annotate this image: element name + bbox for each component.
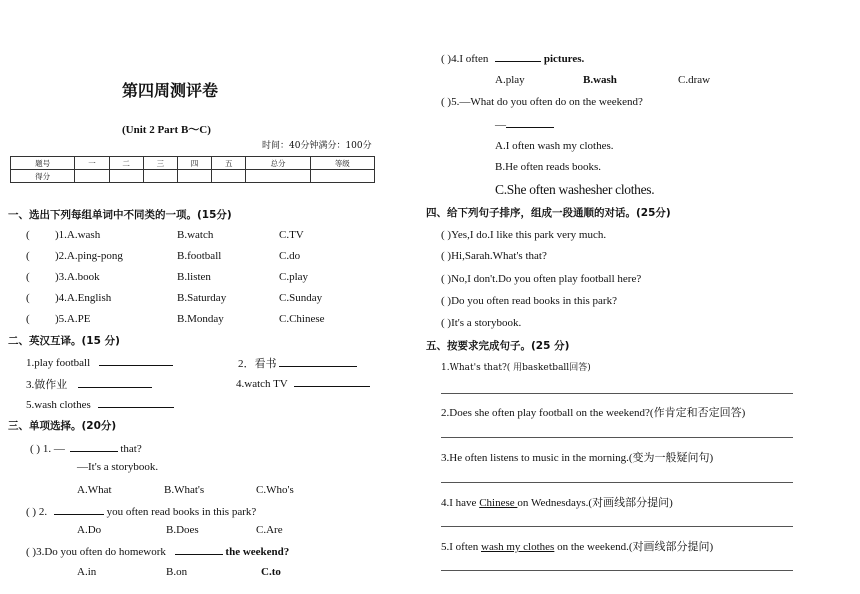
score-header-cell: 三 (143, 157, 177, 170)
sec3-q4-option-c: C.draw (678, 74, 711, 86)
sec2-q5 (26, 397, 174, 411)
sec5-q2-answer-line[interactable] (441, 437, 793, 438)
score-row-label: 得分 (11, 170, 75, 183)
sec5-q4-pre: 4.I have (441, 497, 480, 509)
sec3-q5-option-c: C.She often washesher clothes. (495, 182, 655, 197)
score-table-row (11, 170, 375, 183)
sec3-q1-reply: —It's a storybook. (77, 461, 159, 473)
sec4-item[interactable]: ( )It's a storybook. (441, 317, 522, 329)
sec2-q2-blank[interactable] (279, 356, 357, 367)
sec2-q2 (238, 355, 357, 371)
section-5-heading: 五、按要求完成句子。(25 分) (426, 340, 570, 352)
sec3-q5-dash: — (495, 119, 506, 131)
sec1-item-2-b: B.football (177, 250, 222, 262)
sec1-item-2-a: )2.A.ping-pong (55, 250, 123, 262)
sec4-item[interactable]: ( )Hi,Sarah.What's that? (441, 250, 547, 262)
sec2-q5-text: 5.wash clothes (26, 399, 91, 411)
sec3-q2-prefix: ( ) 2. (26, 506, 48, 518)
sec5-q2: 2.Does she often play football on the weekend?(作肯定和否定回答) (441, 407, 746, 419)
sec3-q1-suffix: that? (117, 443, 142, 455)
score-cell[interactable] (75, 170, 109, 183)
sec3-q1 (30, 441, 142, 455)
score-header-cell: 题号 (11, 157, 75, 170)
sec2-q2-text: 2．看书 (238, 358, 277, 370)
sec1-item-5-bracket[interactable]: ( (26, 313, 30, 325)
sec5-q4-post: on Wednesdays.(对画线部分提问) (517, 497, 673, 509)
sec4-item[interactable]: ( )No,I don't.Do you often play football here? (441, 273, 642, 285)
sec5-q5-post: on the weekend.(对画线部分提问) (554, 541, 714, 553)
sec3-q3-option-c: C.to (261, 566, 281, 578)
sec5-q5 (441, 538, 713, 554)
sec2-q4 (236, 376, 370, 390)
sec2-q3-blank[interactable] (78, 377, 152, 388)
score-cell[interactable] (212, 170, 246, 183)
sec3-q1-blank[interactable] (70, 441, 118, 452)
sec2-q3-text: 3.做作业 (26, 379, 68, 391)
sec5-q5-pre: 5.I often (441, 541, 482, 553)
section-3-heading: 三、单项选择。(20分) (8, 420, 117, 432)
sec3-q5-blank[interactable] (506, 117, 554, 128)
sec3-q3-option-b: B.on (166, 566, 188, 578)
sec3-q5-answer (495, 117, 554, 131)
sec3-q5-option-b: B.He often reads books. (495, 161, 602, 173)
sec3-q4 (441, 51, 584, 65)
sec3-q1-prefix: ( ) 1. — (30, 443, 65, 455)
sec1-item-2-c: C.do (279, 250, 301, 262)
sec3-q3-suffix: the weekend? (222, 546, 290, 558)
score-table (10, 156, 375, 183)
sec1-item-3-b: B.listen (177, 271, 211, 283)
sec5-q5-answer-line[interactable] (441, 570, 793, 571)
sec5-q3: 3.He often listens to music in the morning.(变为一般疑问句) (441, 452, 714, 464)
sec3-q4-suffix: pictures. (541, 53, 585, 65)
sec2-q4-blank[interactable] (294, 376, 370, 387)
subtitle: (Unit 2 Part B～C) (122, 124, 211, 136)
score-table-header (11, 157, 375, 170)
sec5-q4-underlined: Chinese (479, 497, 518, 509)
sec2-q1 (26, 355, 173, 369)
score-header-cell: 等级 (310, 157, 374, 170)
sec1-item-1-a: )1.A.wash (55, 229, 101, 241)
sec1-item-5-c: C.Chinese (279, 313, 325, 325)
sec5-q1-answer-line[interactable] (441, 393, 793, 394)
sec5-q4-answer-line[interactable] (441, 526, 793, 527)
section-1-heading: 一、选出下列每组单词中不同类的一项。(15分) (8, 209, 232, 221)
sec1-item-4-bracket[interactable]: ( (26, 292, 30, 304)
sec4-item[interactable]: ( )Yes,I do.I like this park very much. (441, 229, 607, 241)
sec5-q3-answer-line[interactable] (441, 482, 793, 483)
section-2-heading: 二、英汉互译。(15 分) (8, 335, 120, 347)
sec3-q2-suffix: you often read books in this park? (103, 506, 257, 518)
sec1-item-4-a: )4.A.English (55, 292, 112, 304)
sec1-item-1-b: B.watch (177, 229, 214, 241)
sec3-q2-blank[interactable] (54, 504, 104, 515)
score-header-cell: 一 (75, 157, 109, 170)
sec1-item-3-bracket[interactable]: ( (26, 271, 30, 283)
sec1-item-4-b: B.Saturday (177, 292, 227, 304)
sec3-q2-option-b: B.Does (166, 524, 199, 536)
sec2-q5-blank[interactable] (98, 397, 174, 408)
sec3-q1-option-b: B.What's (164, 484, 205, 496)
sec1-item-5-a: )5.A.PE (55, 313, 91, 325)
sec3-q4-prefix: ( )4.I often (441, 53, 489, 65)
section-4-heading: 四、给下列句子排序，组成一段通顺的对话。(25分) (426, 207, 671, 219)
sec3-q1-option-a: A.What (77, 484, 112, 496)
score-cell[interactable] (177, 170, 211, 183)
sec3-q3-blank[interactable] (175, 544, 223, 555)
sec3-q2 (26, 504, 256, 518)
sec1-item-3-c: C.play (279, 271, 309, 283)
score-header-cell: 二 (109, 157, 143, 170)
sec1-item-2-bracket[interactable]: ( (26, 250, 30, 262)
sec3-q5: ( )5.—What do you often do on the weekend? (441, 96, 643, 108)
sec4-item[interactable]: ( )Do you often read books in this park? (441, 295, 617, 307)
score-cell[interactable] (246, 170, 310, 183)
time-info: 时间：40分钟满分：100分 (262, 141, 372, 151)
sec2-q4-text: 4.watch TV (236, 378, 288, 390)
sec2-q3 (26, 376, 152, 392)
sec5-q5-underlined: wash my clothes (481, 541, 555, 553)
score-cell[interactable] (109, 170, 143, 183)
score-cell[interactable] (143, 170, 177, 183)
sec1-item-1-bracket[interactable]: ( (26, 229, 30, 241)
score-header-cell: 总分 (246, 157, 310, 170)
sec1-item-4-c: C.Sunday (279, 292, 323, 304)
sec3-q4-option-a: A.play (495, 74, 525, 86)
sec3-q5-option-a: A.I often wash my clothes. (495, 140, 614, 152)
sec3-q2-option-a: A.Do (77, 524, 102, 536)
sec1-item-5-b: B.Monday (177, 313, 224, 325)
sec3-q1-option-c: C.Who's (256, 484, 294, 496)
page-title: 第四周测评卷 (122, 81, 219, 100)
sec3-q2-option-c: C.Are (256, 524, 283, 536)
sec2-q1-text: 1.play football (26, 357, 91, 369)
score-header-cell: 五 (212, 157, 246, 170)
sec5-q4 (441, 494, 673, 510)
sec3-q3-option-a: A.in (77, 566, 97, 578)
sec1-item-1-c: C.TV (279, 229, 304, 241)
sec3-q4-option-b: B.wash (583, 74, 617, 86)
sec2-q1-blank[interactable] (99, 355, 173, 366)
sec3-q4-blank[interactable] (495, 51, 541, 62)
score-header-cell: 四 (177, 157, 211, 170)
sec3-q3 (26, 544, 289, 558)
sec3-q3-prefix: ( )3.Do you often do homework (26, 546, 166, 558)
sec5-q1: 1.What's that?( 用basketball回答) (441, 363, 591, 373)
score-cell[interactable] (310, 170, 374, 183)
sec1-item-3-a: )3.A.book (55, 271, 100, 283)
